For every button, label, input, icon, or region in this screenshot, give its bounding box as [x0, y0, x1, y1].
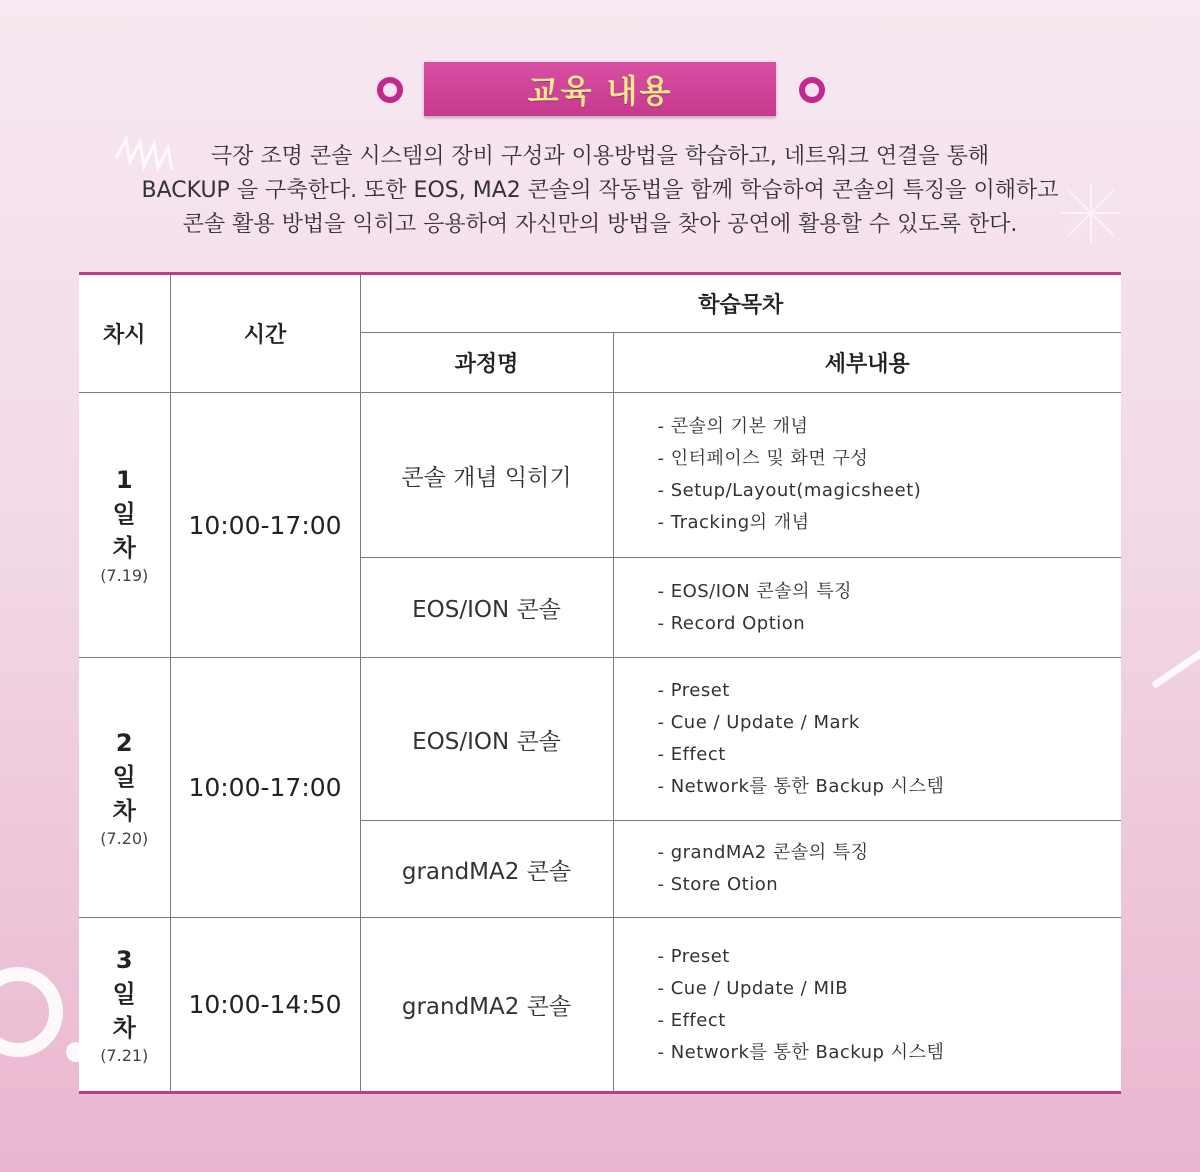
header-time: 시간: [170, 274, 360, 393]
right-ring-ornament: [799, 77, 825, 103]
time-cell: 10:00-14:50: [170, 918, 360, 1093]
time-cell: 10:00-17:00: [170, 658, 360, 918]
detail-item: - Record Option: [657, 612, 806, 634]
details-cell: [613, 558, 1121, 658]
detail-item: - Network를 통한 Backup 시스템: [657, 1041, 945, 1063]
day-char: 차: [112, 534, 136, 562]
day-char: 차: [112, 1013, 136, 1042]
day-char: 일: [112, 979, 136, 1008]
course-cell: grandMA2 콘솔: [360, 918, 613, 1093]
details-cell: [613, 393, 1121, 558]
time-cell: 10:00-17:00: [170, 393, 360, 658]
detail-item: - Store Otion: [657, 874, 779, 895]
detail-item: - Setup/Layout(magicsheet): [657, 480, 922, 501]
day-char: 차: [112, 796, 136, 825]
intro-paragraph: [80, 140, 1120, 242]
day-date: (7.20): [100, 828, 149, 848]
day-number: 2: [115, 728, 133, 757]
course-cell: EOS/ION 콘솔: [360, 558, 613, 658]
detail-item: - Effect: [657, 1009, 726, 1031]
table-row: [79, 658, 1121, 821]
detail-item: - Effect: [657, 744, 726, 765]
header-details: 세부내용: [613, 333, 1121, 393]
slash-decoration: [1150, 640, 1200, 690]
details-cell: [613, 658, 1121, 821]
day-number: 3: [115, 945, 133, 974]
detail-item: - 인터페이스 및 화면 구성: [657, 448, 869, 469]
intro-line: 콘솔 활용 방법을 익히고 응용하여 자신만의 방법을 찾아 공연에 활용할 수 있도록 한다.: [182, 212, 1018, 237]
detail-item: - Cue / Update / MIB: [657, 977, 849, 999]
day-number: 1: [115, 466, 133, 494]
left-ring-ornament: [377, 77, 403, 103]
intro-line: BACKUP 을 구축한다. 또한 EOS, MA2 콘솔의 작동법을 함께 학습하여 콘솔의 특징을 이해하고: [141, 178, 1059, 203]
detail-item: - Preset: [657, 680, 730, 701]
table-row: [79, 393, 1121, 558]
day-char: 일: [112, 500, 136, 528]
day-cell: [79, 658, 170, 918]
detail-item: - Network를 통한 Backup 시스템: [657, 776, 945, 797]
day-cell: [79, 393, 170, 658]
curriculum-table: [79, 272, 1121, 1094]
detail-item: - Preset: [657, 945, 730, 967]
intro-line: 극장 조명 콘솔 시스템의 장비 구성과 이용방법을 학습하고, 네트워크 연결을 통해: [210, 144, 990, 169]
header-curriculum: 학습목차: [360, 274, 1121, 333]
section-title-banner: [424, 62, 776, 116]
details-cell: [613, 918, 1121, 1093]
table-row: [79, 918, 1121, 1093]
detail-item: - Tracking의 개념: [657, 512, 810, 533]
day-date: (7.21): [100, 1045, 149, 1065]
section-title: 교육 내용: [527, 72, 673, 110]
day-date: (7.19): [100, 566, 149, 585]
detail-item: - 콘솔의 기본 개념: [657, 416, 809, 437]
header-course-name: 과정명: [360, 333, 613, 393]
day-char: 일: [112, 762, 136, 791]
detail-item: - Cue / Update / Mark: [657, 712, 860, 733]
course-cell: EOS/ION 콘솔: [360, 658, 613, 821]
header-session: 차시: [79, 274, 170, 393]
detail-item: - grandMA2 콘솔의 특징: [657, 842, 869, 863]
day-cell: [79, 918, 170, 1093]
course-cell: grandMA2 콘솔: [360, 821, 613, 918]
detail-item: - EOS/ION 콘솔의 특징: [657, 580, 853, 602]
details-cell: [613, 821, 1121, 918]
course-cell: 콘솔 개념 익히기: [360, 393, 613, 558]
